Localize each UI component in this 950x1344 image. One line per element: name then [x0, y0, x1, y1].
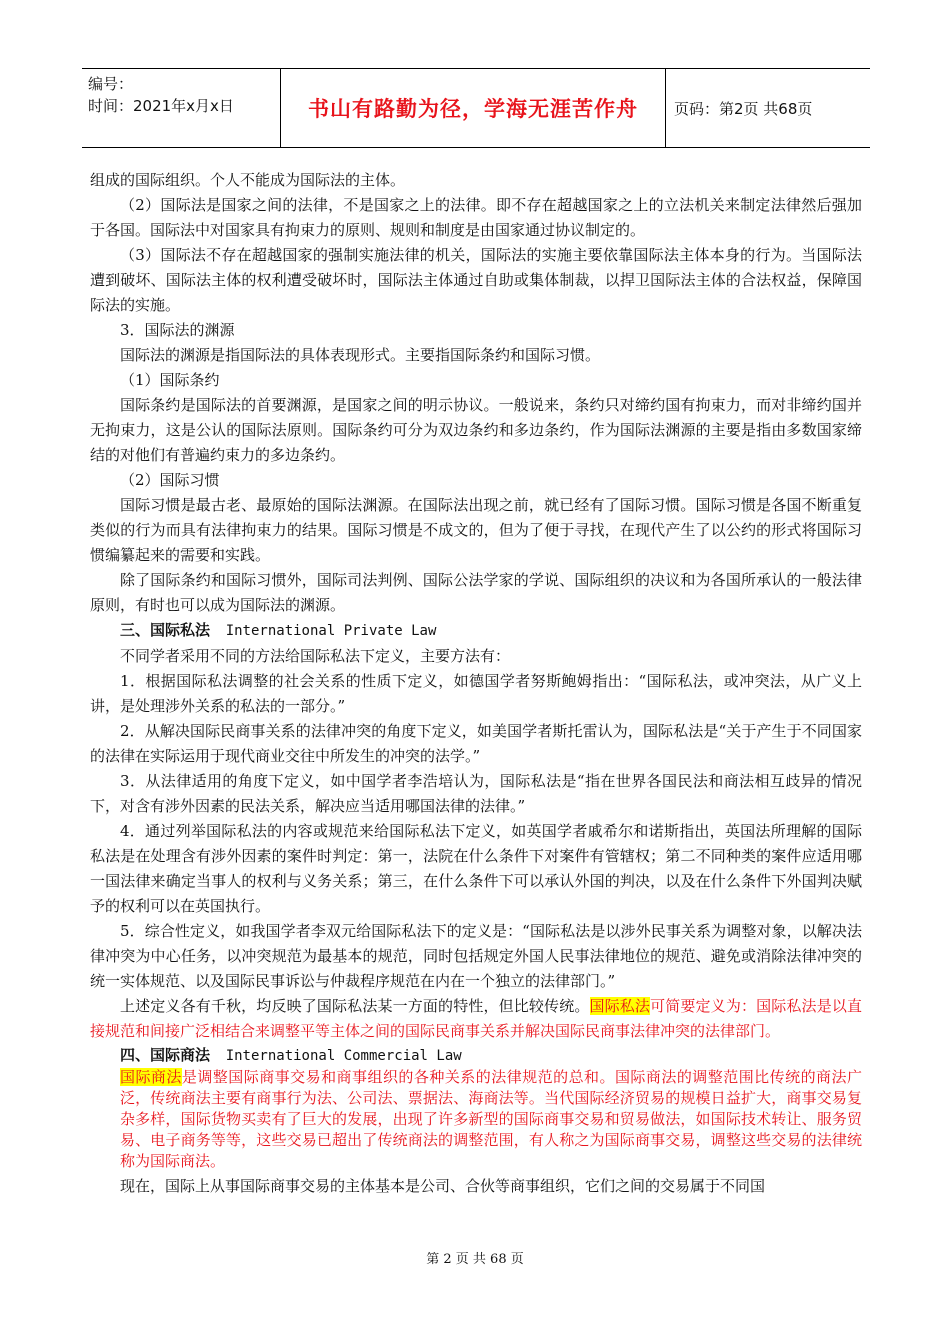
- header-info: [82, 69, 280, 147]
- paragraph: 4．通过列举国际私法的内容或规范来给国际私法下定义，如英国学者戚希尔和诺斯指出，英国法所理解的国际私法是在处理含有涉外因素的案件时判定：第一，法院在什么条件下对案件有管辖权；第二不同种类的案件应适用哪一国法律来确定当事人的权利与义务关系；第三，在什么条件下可以承认外国的判决，以及在什么条件下外国判决赋予的权利可以在英国执行。: [90, 822, 862, 915]
- paragraph: （2）国际习惯: [120, 471, 220, 489]
- section-title: 三、国际私法: [120, 621, 211, 639]
- highlighted-term: 国际商法: [120, 1068, 182, 1086]
- paragraph: 1．根据国际私法调整的社会关系的性质下定义，如德国学者努斯鲍姆指出：“国际私法，或冲突法，从广义上讲，是处理涉外关系的私法的一部分。”: [90, 672, 862, 715]
- paragraph: 组成的国际组织。个人不能成为国际法的主体。: [90, 171, 406, 189]
- paragraph: 3．国际法的渊源: [120, 321, 235, 339]
- section-title: 四、国际商法: [120, 1046, 211, 1064]
- header-number: 编号：: [88, 75, 134, 93]
- paragraph: 2．从解决国际民商事关系的法律冲突的角度下定义，如美国学者斯托雷认为，国际私法是“关于产生于不同国家的法律在实际运用于现代商业交往中所发生的冲突的法学。”: [90, 722, 862, 765]
- paragraph: （2）国际法是国家之间的法律，不是国家之上的法律。即不存在超越国家之上的立法机关来制定法律然后强加于各国。国际法中对国家具有拘束力的原则、规则和制度是由国家通过协议制定的。: [90, 196, 862, 239]
- document-body: [90, 168, 862, 1199]
- header-page-number: 页码：第2页 共68页: [674, 99, 813, 118]
- paragraph: 国际习惯是最古老、最原始的国际法渊源。在国际法出现之前，就已经有了国际习惯。国际习惯是各国不断重复类似的行为而具有法律拘束力的结果。国际习惯是不成文的，但为了便于寻找，在现代产生了以公约的形式将国际习惯编纂起来的需要和实践。: [90, 496, 862, 564]
- paragraph: 3．从法律适用的角度下定义，如中国学者李浩培认为，国际私法是“指在世界各国民法和商法相互歧异的情况下，对含有涉外因素的民法关系，解决应当适用哪国法律的法律。”: [90, 772, 862, 815]
- paragraph: 国际法的渊源是指国际法的具体表现形式。主要指国际条约和国际习惯。: [120, 346, 601, 364]
- section-heading-private-law: [90, 618, 862, 644]
- header-date: 时间：2021年x月x日: [88, 97, 234, 115]
- private-law-definition: [90, 994, 862, 1044]
- commercial-law-definition: [90, 1067, 862, 1172]
- summary-text: 上述定义各有千秋，均反映了国际私法某一方面的特性，但比较传统。: [120, 997, 590, 1015]
- highlighted-term: 国际私法: [589, 997, 651, 1015]
- page-footer: 第 2 页 共 68 页: [426, 1252, 524, 1267]
- section-heading-commercial-law: [90, 1044, 862, 1067]
- paragraph: 现在，国际上从事国际商事交易的主体基本是公司、合伙等商事组织，它们之间的交易属于不同国: [120, 1177, 766, 1195]
- section-title-en: International Commercial Law: [225, 1048, 462, 1064]
- page-header: [82, 68, 870, 148]
- paragraph: 除了国际条约和国际习惯外，国际司法判例、国际公法学家的学说、国际组织的决议和为各国所承认的一般法律原则，有时也可以成为国际法的渊源。: [90, 571, 862, 614]
- header-motto: 书山有路勤为径，学海无涯苦作舟: [280, 69, 666, 147]
- paragraph: 国际条约是国际法的首要渊源，是国家之间的明示协议。一般说来，条约只对缔约国有拘束力，而对非缔约国并无拘束力，这是公认的国际法原则。国际条约可分为双边条约和多边条约，作为国际法渊源的主要是指由多数国家缔结的对他们有普遍约束力的多边条约。: [90, 396, 862, 464]
- section-title-en: International Private Law: [225, 623, 437, 639]
- paragraph: 5．综合性定义，如我国学者李双元给国际私法下的定义是：“国际私法是以涉外民事关系为调整对象，以解决法律冲突为中心任务，以冲突规范为最基本的规范，同时包括规定外国人民事法律地位的规范、避免或消除法律冲突的统一实体规范、以及国际民事诉讼与仲裁程序规范在内在一个独立的法律部门。”: [90, 922, 862, 990]
- paragraph: （1）国际条约: [120, 371, 220, 389]
- paragraph: 不同学者采用不同的方法给国际私法下定义，主要方法有：: [120, 647, 511, 665]
- paragraph: （3）国际法不存在超越国家的强制实施法律的机关，国际法的实施主要依靠国际法主体本身的行为。当国际法遭到破坏、国际法主体的权利遭受破坏时，国际法主体通过自助或集体制裁，以捍卫国际法主体的合法权益，保障国际法的实施。: [90, 246, 862, 314]
- definition-text: 可简要定义为：国际私法是以直接规范和间接广泛相结合来调整平等主体之间的国际民商事关系并解决国际民商事法律冲突的法律部门。: [90, 997, 862, 1040]
- definition-text: 是调整国际商事交易和商事组织的各种关系的法律规范的总和。国际商法的调整范围比传统的商法广泛，传统商法主要有商事行为法、公司法、票据法、海商法等。当代国际经济贸易的规模日益扩大，商事交易复杂多样，国际货物买卖有了巨大的发展，出现了许多新型的国际商事交易和贸易做法，如国际技术转让、服务贸易、电子商务等等，这些交易已超出了传统商法的调整范围，有人称之为国际商事交易，调整这些交易的法律统称为国际商法。: [120, 1068, 862, 1170]
